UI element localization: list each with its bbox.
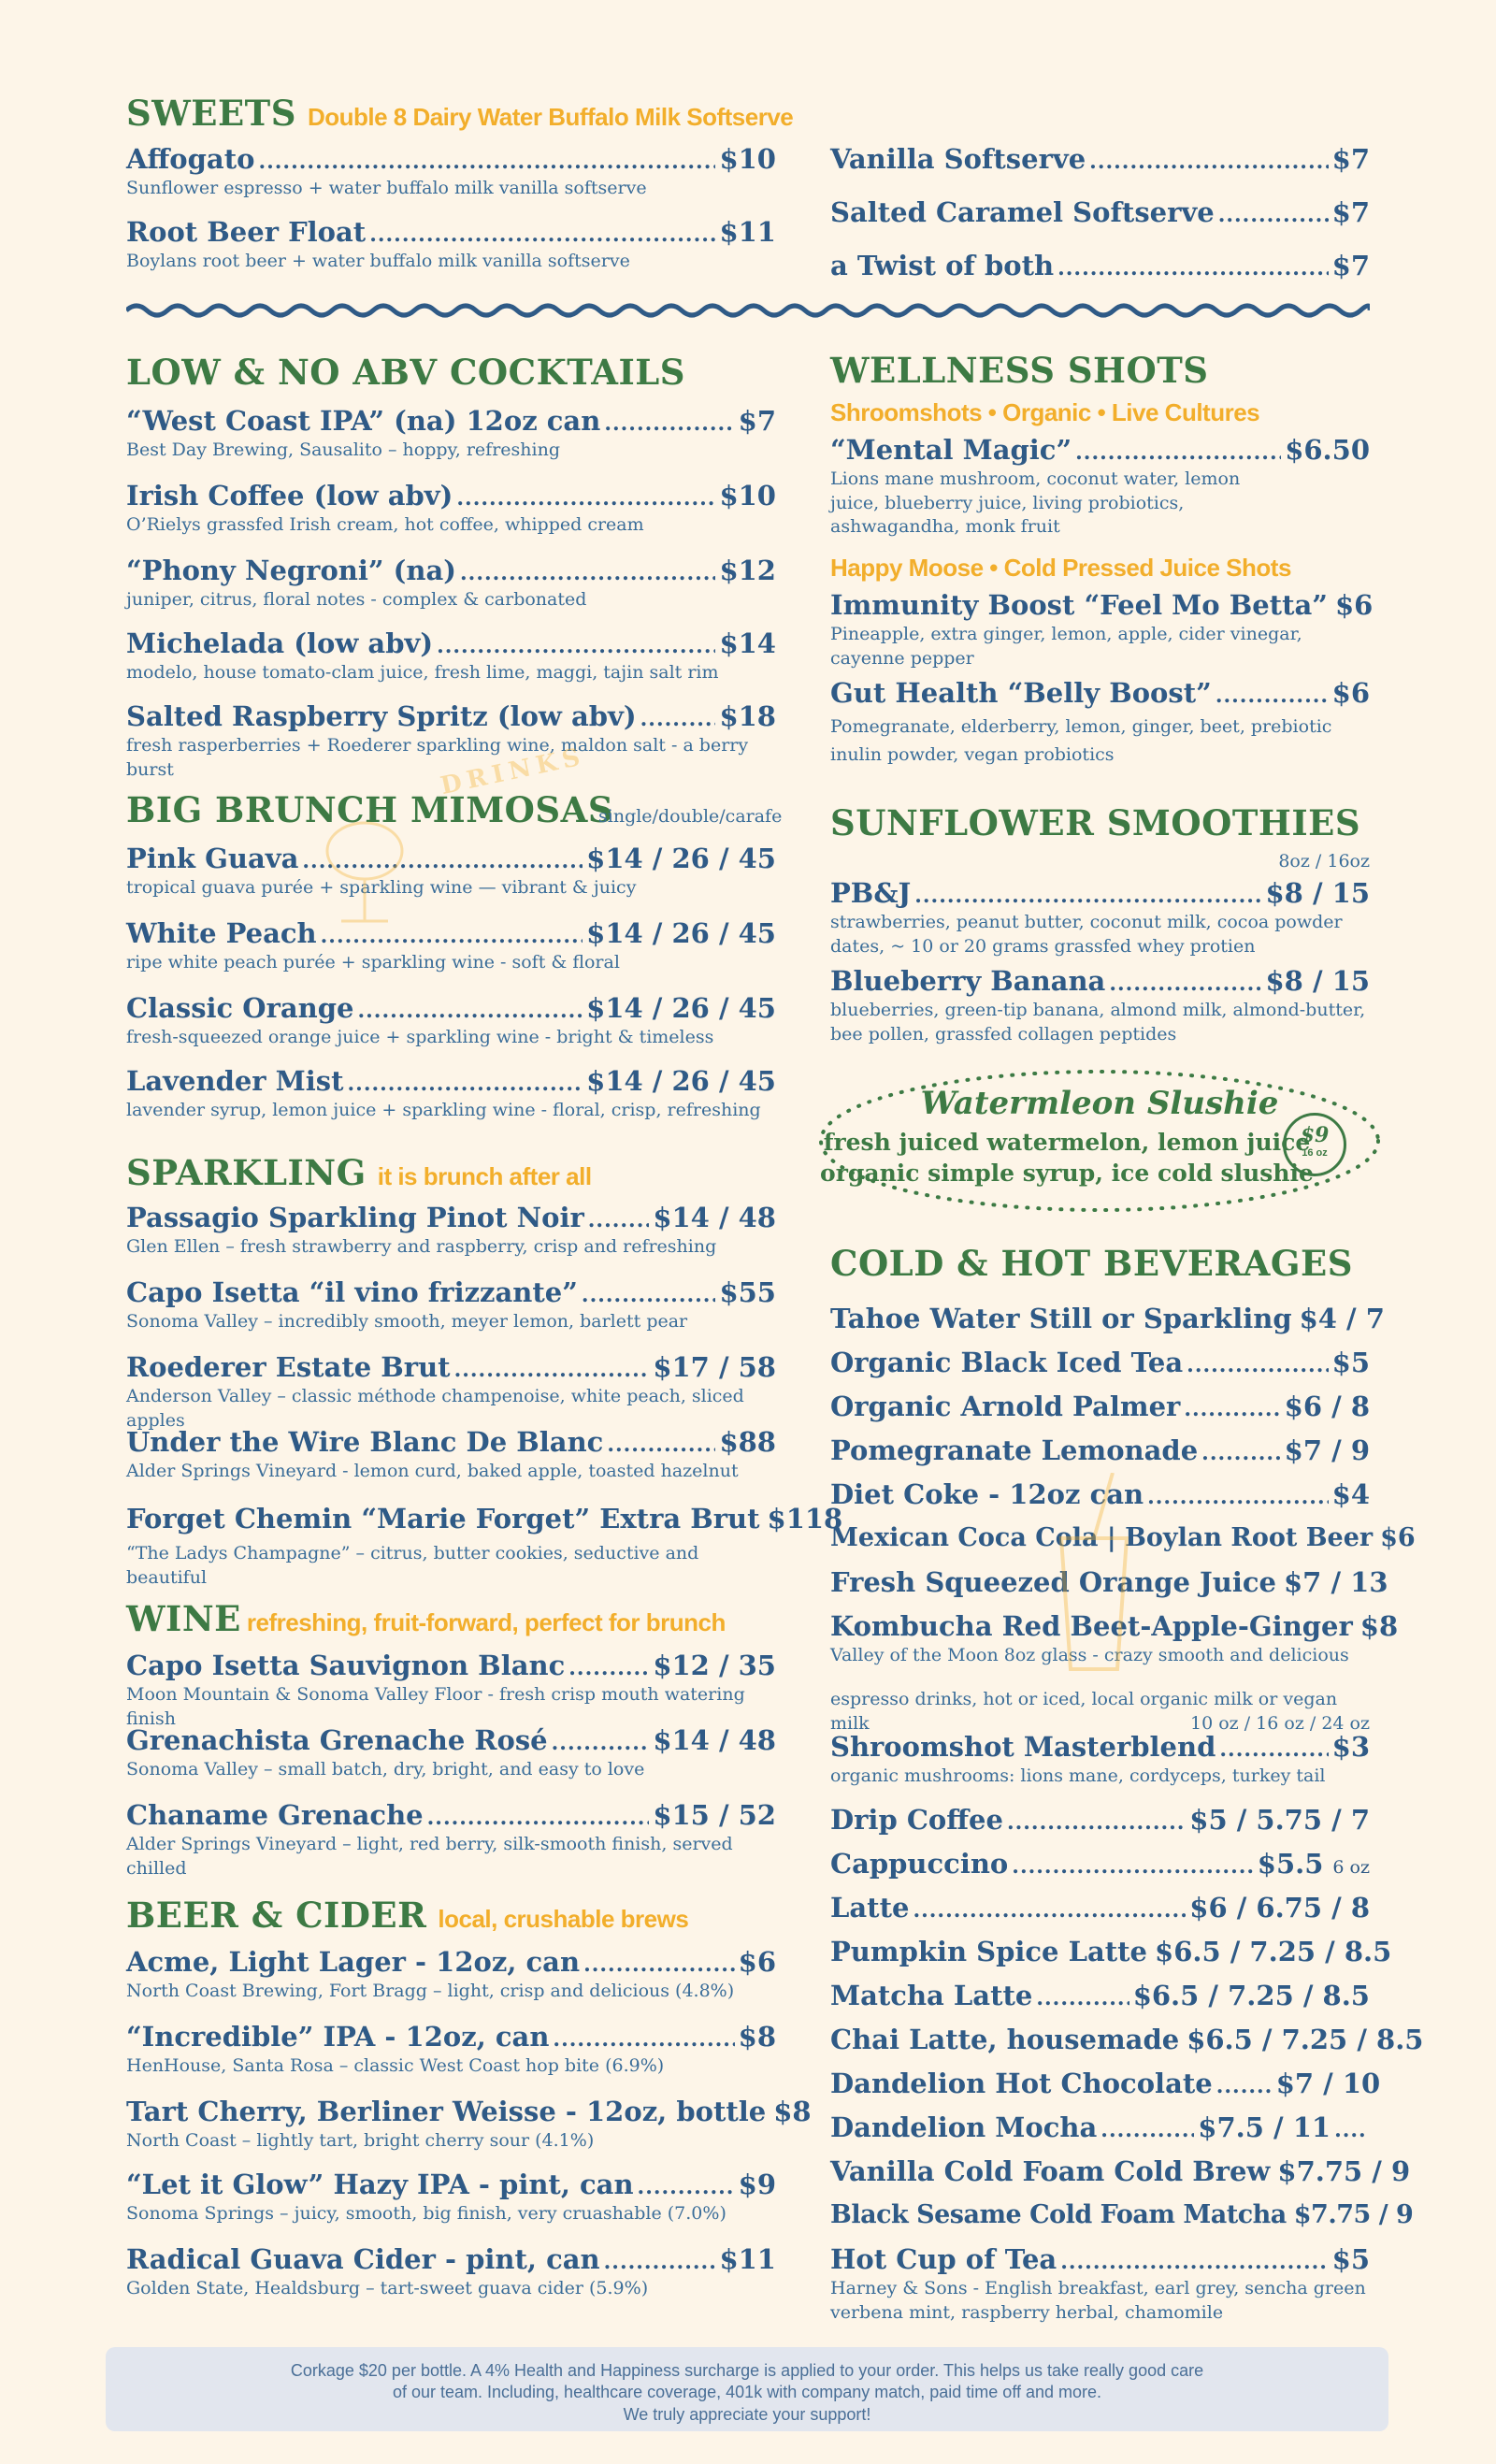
item-name: White Peach xyxy=(126,917,317,949)
beer-title: BEER & CIDER xyxy=(126,1895,427,1936)
item-desc: North Coast – lightly tart, bright cherry sour (4.1%) xyxy=(126,2129,595,2151)
item-price: $6.5 / 7.25 / 8.5 xyxy=(1132,1980,1370,2011)
watermark-text: DRINKS xyxy=(438,742,588,801)
item-name: Fresh Squeezed Orange Juice xyxy=(830,1566,1276,1598)
item-name: Forget Chemin “Marie Forget” Extra Brut xyxy=(126,1503,760,1535)
glass-watermark-icon xyxy=(1038,1473,1150,1679)
menu-item xyxy=(126,1503,843,1590)
item-price: $7 xyxy=(738,405,776,437)
item-name: Pumpkin Spice Latte xyxy=(830,1936,1148,1967)
mimosas-heading: BIG BRUNCH MIMOSAS xyxy=(126,789,614,830)
menu-item xyxy=(830,145,1370,175)
item-price: $11 xyxy=(719,2243,776,2275)
menu-item xyxy=(126,407,776,463)
item-price: $10 xyxy=(719,480,776,512)
item-name: Capo Isetta “il vino frizzante” xyxy=(126,1276,578,1308)
item-desc: Sunflower espresso + water buffalo milk vanilla softserve xyxy=(126,177,647,198)
item-name: Gut Health “Belly Boost” xyxy=(830,677,1212,709)
sparkling-subtitle: it is brunch after all xyxy=(377,1162,592,1190)
menu-item xyxy=(830,1392,1370,1422)
item-price: $14 / 48 xyxy=(653,1202,776,1233)
slushie-line-1: fresh juiced watermelon, lemon juice xyxy=(823,1129,1311,1156)
item-name: Radical Guava Cider - pint, can xyxy=(126,2243,600,2275)
wellness-heading: WELLNESS SHOTS xyxy=(830,350,1209,391)
item-name: Grenachista Grenache Rosé xyxy=(126,1724,548,1756)
wine-title: WINE xyxy=(126,1598,241,1639)
item-price: $6 / 6.75 / 8 xyxy=(1189,1892,1370,1924)
menu-item xyxy=(126,2023,776,2079)
item-price: $8 xyxy=(738,2021,776,2053)
footer-line-2: of our team. Including, healthcare coverage, 401k with company match, paid time off and more. xyxy=(392,2383,1102,2402)
espresso-note: espresso drinks, hot or iced, local organic milk or vegan milk xyxy=(830,1689,1338,1734)
item-name: Dandelion Hot Chocolate xyxy=(830,2068,1213,2099)
item-name: Organic Arnold Palmer xyxy=(830,1391,1181,1422)
sparkling-heading xyxy=(126,1152,592,1193)
menu-item xyxy=(126,994,776,1050)
smoothies-heading: SUNFLOWER SMOOTHIES xyxy=(830,802,1361,843)
item-price: $7 xyxy=(1331,143,1370,175)
item-desc: Sonoma Valley – incredibly smooth, meyer lemon, barlett pear xyxy=(126,1310,688,1332)
slushie-desc xyxy=(815,1128,1318,1189)
menu-item xyxy=(830,879,1370,958)
item-price: $7 / 13 xyxy=(1284,1566,1388,1598)
item-price: $14 / 26 / 45 xyxy=(586,1065,776,1097)
slushie-title: Watermleon Slushie xyxy=(920,1085,1279,1122)
menu-item xyxy=(830,2113,1370,2143)
item-desc: HenHouse, Santa Rosa – classic West Coast hop bite (6.9%) xyxy=(126,2054,665,2076)
item-desc: “The Ladys Champagne” – citrus, butter cookies, seductive and beautiful xyxy=(126,1542,699,1588)
item-desc: Pineapple, extra ginger, lemon, apple, cider vinegar, cayenne pepper xyxy=(830,623,1302,669)
menu-item xyxy=(830,2200,1414,2229)
slushie-size: 16 oz xyxy=(1302,1147,1328,1159)
item-price: $14 / 26 / 45 xyxy=(586,917,776,949)
item-name: Mexican Coca Cola | Boylan Root Beer xyxy=(830,1523,1374,1552)
menu-item xyxy=(126,1651,776,1731)
footer-note xyxy=(106,2347,1388,2431)
item-name: Latte xyxy=(830,1892,910,1924)
menu-item xyxy=(126,145,776,201)
item-name: Lavender Mist xyxy=(126,1065,344,1097)
sparkling-title: SPARKLING xyxy=(126,1152,367,1193)
item-price: $4 / 7 xyxy=(1299,1303,1385,1334)
item-price: $7.75 / 9 xyxy=(1277,2155,1411,2187)
item-price: $14 / 26 / 45 xyxy=(586,992,776,1024)
menu-item xyxy=(126,2096,812,2154)
item-name: Pomegranate Lemonade xyxy=(830,1434,1199,1466)
item-desc: blueberries, green-tip banana, almond milk, almond-butter, bee pollen, grassfed collagen peptides xyxy=(830,999,1366,1045)
item-price: $6.5 / 7.25 / 8.5 xyxy=(1155,1936,1392,1967)
item-name: Acme, Light Lager - 12oz, can xyxy=(126,1946,581,1978)
item-price: $9 xyxy=(738,2169,776,2200)
menu-item xyxy=(126,629,776,685)
item-price: $14 xyxy=(719,627,776,659)
item-name: Michelada (low abv) xyxy=(126,627,434,659)
item-name: Tart Cherry, Berliner Weisse - 12oz, bottle xyxy=(126,2096,767,2127)
item-price: $8 xyxy=(773,2096,812,2127)
item-desc: Best Day Brewing, Sausalito – hoppy, refreshing xyxy=(126,439,560,460)
sweets-title: SWEETS xyxy=(126,93,296,134)
item-price: $6 / 8 xyxy=(1284,1391,1370,1422)
menu-item xyxy=(830,1348,1370,1378)
item-price: $118 xyxy=(767,1503,843,1535)
item-price: $6.5 / 7.25 / 8.5 xyxy=(1187,2024,1424,2055)
menu-item xyxy=(830,589,1374,670)
item-desc: North Coast Brewing, Fort Bragg – light, crisp and delicious (4.8%) xyxy=(126,1980,735,2001)
item-price: $12 / 35 xyxy=(653,1650,776,1681)
item-price: $7.75 / 9 xyxy=(1293,2200,1414,2229)
menu-item xyxy=(126,1278,776,1334)
footer-line-1: Corkage $20 per bottle. A 4% Health and Happiness surcharge is applied to your order. This helps us take really good care xyxy=(290,2361,1204,2380)
menu-item xyxy=(830,198,1370,228)
item-price: $7 / 10 xyxy=(1275,2068,1381,2099)
menu-item xyxy=(126,1726,776,1782)
item-name: “Phony Negroni” (na) xyxy=(126,555,456,586)
slushie-callout xyxy=(815,1066,1384,1216)
espresso-sizes-note: 10 oz / 16 oz / 24 oz xyxy=(1190,1713,1370,1734)
menu-item xyxy=(830,1806,1370,1836)
item-desc: Pomegranate, elderberry, lemon, ginger, beet, prebiotic inulin powder, vegan probiotics xyxy=(830,715,1332,766)
item-desc: Sonoma Springs – juicy, smooth, big finish, very cruashable (7.0%) xyxy=(126,2202,726,2224)
drinks-watermark xyxy=(299,742,636,954)
sweets-heading xyxy=(126,93,794,134)
item-price: $14 / 48 xyxy=(653,1724,776,1756)
menu-item xyxy=(126,218,776,274)
item-desc: Alder Springs Vineyard – light, red berry, silk-smooth finish, served chilled xyxy=(126,1833,733,1879)
item-price: $8 xyxy=(1359,1610,1399,1642)
menu-item xyxy=(830,1894,1370,1924)
item-desc: modelo, house tomato-clam juice, fresh lime, maggi, tajin salt rim xyxy=(126,661,719,683)
item-name: Vanilla Cold Foam Cold Brew xyxy=(830,2155,1271,2187)
item-name: Vanilla Softserve xyxy=(830,143,1086,175)
item-size-extra: 6 oz xyxy=(1332,1857,1370,1878)
item-name: “Incredible” IPA - 12oz, can xyxy=(126,2021,550,2053)
menu-item xyxy=(126,1428,776,1484)
item-name: Cappuccino xyxy=(830,1848,1009,1880)
item-price: $5 xyxy=(1331,1347,1370,1378)
item-price: $5 xyxy=(1331,2243,1370,2275)
item-price: $6 xyxy=(1380,1523,1416,1552)
menu-item xyxy=(126,482,776,538)
item-name: Organic Black Iced Tea xyxy=(830,1347,1184,1378)
slushie-price: $9 xyxy=(1300,1123,1330,1147)
item-price: $3 xyxy=(1331,1731,1370,1763)
item-price: $55 xyxy=(719,1276,776,1308)
item-price: $11 xyxy=(719,216,776,248)
item-name: Irish Coffee (low abv) xyxy=(126,480,453,512)
item-price: $7.5 / 11 xyxy=(1198,2111,1331,2143)
item-price: $18 xyxy=(719,700,776,732)
item-name: “Let it Glow” Hazy IPA - pint, can xyxy=(126,2169,634,2200)
item-desc: tropical guava purée + sparkling wine — vibrant & juicy xyxy=(126,876,637,898)
item-price: $5.5 xyxy=(1257,1848,1324,1880)
item-price: $10 xyxy=(719,143,776,175)
menu-item xyxy=(126,1948,776,2004)
item-name: Chaname Grenache xyxy=(126,1799,424,1831)
menu-item xyxy=(126,2170,776,2226)
item-price: $7 xyxy=(1331,196,1370,228)
item-price: $6.50 xyxy=(1285,434,1370,466)
menu-item xyxy=(830,1303,1385,1334)
item-price: $7 xyxy=(1331,250,1370,281)
wine-heading xyxy=(126,1598,726,1639)
item-name: Kombucha Red Beet-Apple-Ginger xyxy=(830,1610,1353,1642)
item-name: Root Beer Float xyxy=(126,216,367,248)
wellness-subtitle-shroomshots: Shroomshots • Organic • Live Cultures xyxy=(830,398,1260,426)
item-desc: Alder Springs Vineyard - lemon curd, baked apple, toasted hazelnut xyxy=(126,1460,739,1481)
item-price: $12 xyxy=(719,555,776,586)
menu-item xyxy=(830,1733,1370,1789)
item-desc: organic mushrooms: lions mane, cordyceps, turkey tail xyxy=(830,1765,1326,1786)
item-desc: lavender syrup, lemon juice + sparkling wine - floral, crisp, refreshing xyxy=(126,1099,761,1120)
item-price: $6 xyxy=(1331,677,1370,709)
item-name: Pink Guava xyxy=(126,843,299,874)
menu-item xyxy=(126,1353,776,1433)
item-desc: juniper, citrus, floral notes - complex & carbonated xyxy=(126,588,587,610)
sweets-subtitle: Double 8 Dairy Water Buffalo Milk Softserve xyxy=(307,103,794,131)
wave-divider xyxy=(126,299,1370,322)
item-desc: O’Rielys grassfed Irish cream, hot coffee, whipped cream xyxy=(126,513,644,535)
menu-item xyxy=(830,252,1370,281)
item-desc: Harney & Sons - English breakfast, earl grey, sencha green verbena mint, raspberry herbal, chamomile xyxy=(830,2277,1366,2323)
menu-item xyxy=(830,1936,1392,1967)
menu-item xyxy=(830,1850,1370,1880)
item-name: Shroomshot Masterblend xyxy=(830,1731,1216,1763)
menu-item xyxy=(830,436,1370,540)
menu-item xyxy=(830,2245,1370,2325)
cocktails-heading: LOW & NO ABV COCKTAILS xyxy=(126,352,686,393)
menu-item xyxy=(830,679,1370,770)
item-name: Under the Wire Blanc De Blanc xyxy=(126,1426,604,1458)
item-name: Affogato xyxy=(126,143,255,175)
item-desc: ripe white peach purée + sparkling wine - soft & floral xyxy=(126,951,620,973)
menu-item xyxy=(126,1067,776,1123)
item-name: “Mental Magic” xyxy=(830,434,1072,466)
menu-item xyxy=(830,1981,1370,2011)
item-name: “West Coast IPA” (na) 12oz can xyxy=(126,405,601,437)
slushie-line-2: organic simple syrup, ice cold slushie xyxy=(820,1159,1314,1187)
item-desc: strawberries, peanut butter, coconut milk, cocoa powder dates, ~ 10 or 20 grams grassfed whey protien xyxy=(830,911,1343,957)
wellness-subtitle-happy-moose: Happy Moose • Cold Pressed Juice Shots xyxy=(830,554,1291,582)
item-price: $8 / 15 xyxy=(1265,965,1370,997)
item-desc: Sonoma Valley – small batch, dry, bright, and easy to love xyxy=(126,1758,645,1780)
item-name: Salted Raspberry Spritz (low abv) xyxy=(126,700,637,732)
menu-item xyxy=(830,967,1370,1046)
menu-item xyxy=(830,2024,1424,2055)
menu-item xyxy=(126,556,776,612)
slushie-price-badge xyxy=(1283,1113,1346,1176)
item-desc: fresh-squeezed orange juice + sparkling wine - bright & timeless xyxy=(126,1026,714,1047)
item-name: a Twist of both xyxy=(830,250,1055,281)
item-price: $6 xyxy=(1334,589,1374,621)
menu-item xyxy=(126,1801,776,1880)
item-desc: Valley of the Moon 8oz glass - crazy smooth and delicious xyxy=(830,1644,1349,1665)
menu-item xyxy=(126,1203,776,1260)
item-name: Capo Isetta Sauvignon Blanc xyxy=(126,1650,566,1681)
item-desc: Lions mane mushroom, coconut water, lemon juice, blueberry juice, living probiotics, ashwagandha, monk fruit xyxy=(830,468,1241,538)
item-desc: Boylans root beer + water buffalo milk vanilla softserve xyxy=(126,250,630,271)
menu-item xyxy=(830,1436,1370,1466)
mimosas-size-note: single/double/carafe xyxy=(598,806,783,827)
menu-item xyxy=(830,2155,1411,2187)
item-name: PB&J xyxy=(830,877,912,909)
item-desc: fresh rasperberries + Roederer sparkling wine, maldon salt - a berry burst xyxy=(126,734,749,780)
menu-item xyxy=(126,2245,776,2301)
item-name: Drip Coffee xyxy=(830,1804,1003,1836)
item-price: $88 xyxy=(719,1426,776,1458)
beverages-heading: COLD & HOT BEVERAGES xyxy=(830,1243,1353,1284)
item-price: $14 / 26 / 45 xyxy=(586,843,776,874)
item-desc: Anderson Valley – classic méthode champenoise, white peach, sliced apples xyxy=(126,1385,744,1431)
item-name: Passagio Sparkling Pinot Noir xyxy=(126,1202,584,1233)
bird-glass-icon xyxy=(309,804,421,935)
item-price: $4 xyxy=(1331,1478,1370,1510)
item-price: $7 / 9 xyxy=(1284,1434,1370,1466)
item-name: Classic Orange xyxy=(126,992,354,1024)
item-name: Chai Latte, housemade xyxy=(830,2024,1180,2055)
item-name: Immunity Boost “Feel Mo Betta” xyxy=(830,589,1328,621)
item-price: $8 / 15 xyxy=(1265,877,1370,909)
item-desc: Moon Mountain & Sonoma Valley Floor - fresh crisp mouth watering finish xyxy=(126,1683,745,1729)
item-desc: Golden State, Healdsburg – tart-sweet guava cider (5.9%) xyxy=(126,2277,649,2298)
item-desc: Glen Ellen – fresh strawberry and raspberry, crisp and refreshing xyxy=(126,1235,717,1257)
item-name: Black Sesame Cold Foam Matcha xyxy=(830,2200,1287,2229)
beer-heading xyxy=(126,1895,689,1936)
menu-item xyxy=(830,2068,1381,2099)
item-name: Matcha Latte xyxy=(830,1980,1033,2011)
item-name: Dandelion Mocha xyxy=(830,2111,1098,2143)
item-name: Tahoe Water Still or Sparkling xyxy=(830,1303,1292,1334)
item-price: $15 / 52 xyxy=(653,1799,776,1831)
smoothies-size-note: 8oz / 16oz xyxy=(1278,851,1370,872)
beer-subtitle: local, crushable brews xyxy=(438,1905,689,1933)
footer-line-3: We truly appreciate your support! xyxy=(623,2404,871,2424)
item-price: $17 / 58 xyxy=(653,1351,776,1383)
item-name: Roederer Estate Brut xyxy=(126,1351,451,1383)
item-price: $5 / 5.75 / 7 xyxy=(1189,1804,1370,1836)
item-name: Diet Coke - 12oz can xyxy=(830,1478,1144,1510)
wine-subtitle: refreshing, fruit-forward, perfect for brunch xyxy=(246,1608,726,1636)
item-name: Hot Cup of Tea xyxy=(830,2243,1057,2275)
item-price: $6 xyxy=(738,1946,776,1978)
item-name: Blueberry Banana xyxy=(830,965,1106,997)
item-name: Salted Caramel Softserve xyxy=(830,196,1215,228)
